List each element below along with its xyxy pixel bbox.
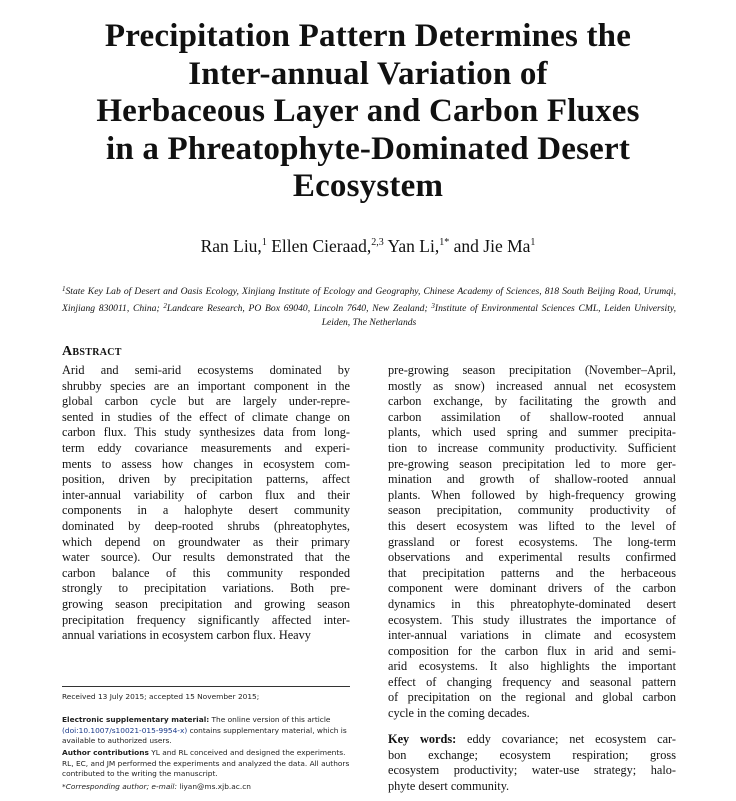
author-affiliation-mark: 1 — [530, 237, 536, 248]
author-contributions — [62, 748, 350, 780]
abstract-line: mination and growth of shallow-rooted annual — [388, 472, 676, 487]
email-link[interactable]: liyan@ms.xjb.ac.cn — [179, 782, 251, 791]
affiliation-mark: 2 — [163, 302, 167, 310]
abstract-line: inter-annual variability of carbon flux and their — [62, 487, 350, 502]
title-line-2: Inter-annual Variation of — [188, 55, 548, 92]
abstract-line: position, driven by precipitation patterns, affect — [62, 472, 350, 487]
abstract-line: mostly as snow) increased annual net ecosystem — [388, 378, 676, 393]
author-affiliation-mark: 2,3 — [371, 237, 384, 248]
abstract-line: annual variations in ecosystem carbon flux. Heavy — [62, 628, 311, 643]
footnote-divider — [62, 686, 350, 687]
title-line-5: Ecosystem — [292, 168, 444, 204]
abstract-line: of precipitation on the regional and global carbon — [388, 690, 676, 705]
esm-text: The online version of this article — [211, 715, 331, 724]
affiliation-2: Landcare Research, PO Box 69040, Lincoln 7640, New Zealand; — [166, 303, 428, 314]
keywords-label: Key words: — [388, 732, 457, 746]
author-name: Yan Li, — [387, 236, 440, 256]
title-line-3: Herbaceous Layer and Carbon Fluxes — [96, 93, 640, 129]
abstract-line: carbon balance of this community responded — [62, 565, 350, 580]
abstract-line: ments to assess how changes in ecosystem com- — [62, 456, 350, 471]
abstract-line: plants. When followed by high-frequency growing — [388, 487, 676, 502]
abstract-line: grassland or forest ecosystems. The long-term — [388, 534, 676, 549]
abstract-line: shrubby species are an important component in the — [62, 378, 350, 393]
abstract-line: carbon flux. This study synthesizes data from long- — [62, 425, 350, 440]
keywords-line: phyte desert community. — [388, 778, 510, 793]
abstract-line: tion to increase community productivity. Sufficient — [388, 440, 676, 455]
abstract-line: growing season precipitation and growing season — [62, 596, 350, 611]
abstract-line: observations and experimental results confirmed — [388, 550, 676, 565]
abstract-heading: Abstract — [62, 344, 122, 359]
abstract-line: which depend on groundwater as their primary — [62, 534, 350, 549]
author-name: Ran Liu, — [200, 236, 262, 256]
affiliation-1: State Key Lab of Desert and Oasis Ecology, Xinjiang Institute of Ecology and Geography, Chinese Academy of Sciences, 818 South Beijing Road, Urumqi, Xinjiang 830011, China; — [62, 286, 676, 314]
abstract-line: pre-growing season precipitation (November–April, — [388, 363, 676, 377]
keywords — [388, 732, 676, 794]
abstract-line: dominated by deep-rooted shrubs (phreatophytes, — [62, 518, 350, 533]
abstract-line: season precipitation, community productivity of — [388, 503, 676, 518]
affiliation-3: Institute of Environmental Sciences CML, Leiden University, Leiden, The Netherlands — [321, 303, 676, 328]
abstract-line: water source). Our results demonstrated that the — [62, 550, 350, 565]
affiliation-mark: 3 — [431, 302, 435, 310]
abstract-line: term eddy covariance measurements and experi- — [62, 440, 350, 455]
abstract-right-column — [388, 363, 676, 722]
keywords-text: eddy covariance; net ecosystem car- — [467, 732, 676, 746]
abstract-line: carbon assimilation of shallow-rooted annual — [388, 409, 676, 424]
abstract-line: arid ecosystems. It also highlights the important — [388, 659, 676, 674]
title-line-4: in a Phreatophyte-Dominated Desert — [105, 130, 631, 167]
author-list — [0, 236, 736, 257]
keywords-line: bon exchange; ecosystem respiration; gross — [388, 747, 676, 762]
corresponding-label: *Corresponding author; e-mail: — [62, 782, 177, 791]
abstract-line: composition for the carbon flux in arid and semi- — [388, 643, 676, 658]
abstract-line: effect of changing frequency and seasonal pattern — [388, 674, 676, 689]
abstract-left-column — [62, 363, 350, 644]
affiliation-mark: 1 — [62, 285, 66, 293]
abstract-line: cycle in the coming decades. — [388, 706, 530, 721]
abstract-line: component were dominant drivers of the carbon — [388, 581, 676, 596]
abstract-line: precipitation frequency significantly affected inter- — [62, 612, 350, 627]
abstract-line: inter-annual variations in climate and ecosystem — [388, 628, 676, 643]
abstract-line: plants, which used spring and summer precipita- — [388, 425, 676, 440]
received-dates: Received 13 July 2015; accepted 15 November 2015; — [62, 692, 260, 701]
abstract-line: pre-growing season precipitation led to more ger- — [388, 456, 676, 471]
abstract-line: dynamics in this phreatophyte-dominated desert — [388, 596, 676, 611]
doi-link[interactable]: (doi:10.1007/s10021-015-9954-x) — [62, 725, 188, 735]
affiliations — [62, 282, 676, 330]
corresponding-author — [62, 782, 350, 793]
author-name: Ellen Cieraad, — [271, 236, 372, 256]
author-contrib-label: Author contributions — [62, 748, 149, 757]
abstract-line: Arid and semi-arid ecosystems dominated by — [62, 363, 350, 377]
esm-label: Electronic supplementary material: — [62, 715, 210, 724]
abstract-line: global carbon cycle but are largely under-repre- — [62, 394, 350, 409]
author-affiliation-mark: 1 — [261, 237, 267, 248]
abstract-line: sented in studies of the effect of climate change on — [62, 409, 350, 424]
esm-text-2: contains supplementary material, which is available to authorized users. — [62, 725, 347, 745]
abstract-line: components in a halophyte desert community — [62, 503, 350, 518]
title-line-1: Precipitation Pattern Determines the — [104, 18, 632, 54]
author-name: and Jie Ma — [453, 236, 531, 256]
author-affiliation-mark: 1* — [439, 237, 450, 248]
abstract-line: carbon exchange, by facilitating the growth and — [388, 394, 676, 409]
supplementary-note — [62, 715, 350, 747]
paper-title — [40, 18, 696, 206]
abstract-line: strongly to precipitation variations. Both pre- — [62, 581, 350, 596]
keywords-line: ecosystem productivity; water-use strategy; halo- — [388, 763, 676, 778]
abstract-line: ecosystem. This study illustrates the importance of — [388, 612, 676, 627]
author-contrib-text: YL and RL conceived and designed the experiments. RL, EC, and JM performed the experiments and analyzed the data. All authors contributed to the writing the manuscript. — [62, 748, 350, 778]
abstract-line: this desert ecosystem was lifted to the level of — [388, 518, 676, 533]
abstract-line: that precipitation patterns and the herbaceous — [388, 565, 676, 580]
keywords-line — [388, 732, 676, 748]
